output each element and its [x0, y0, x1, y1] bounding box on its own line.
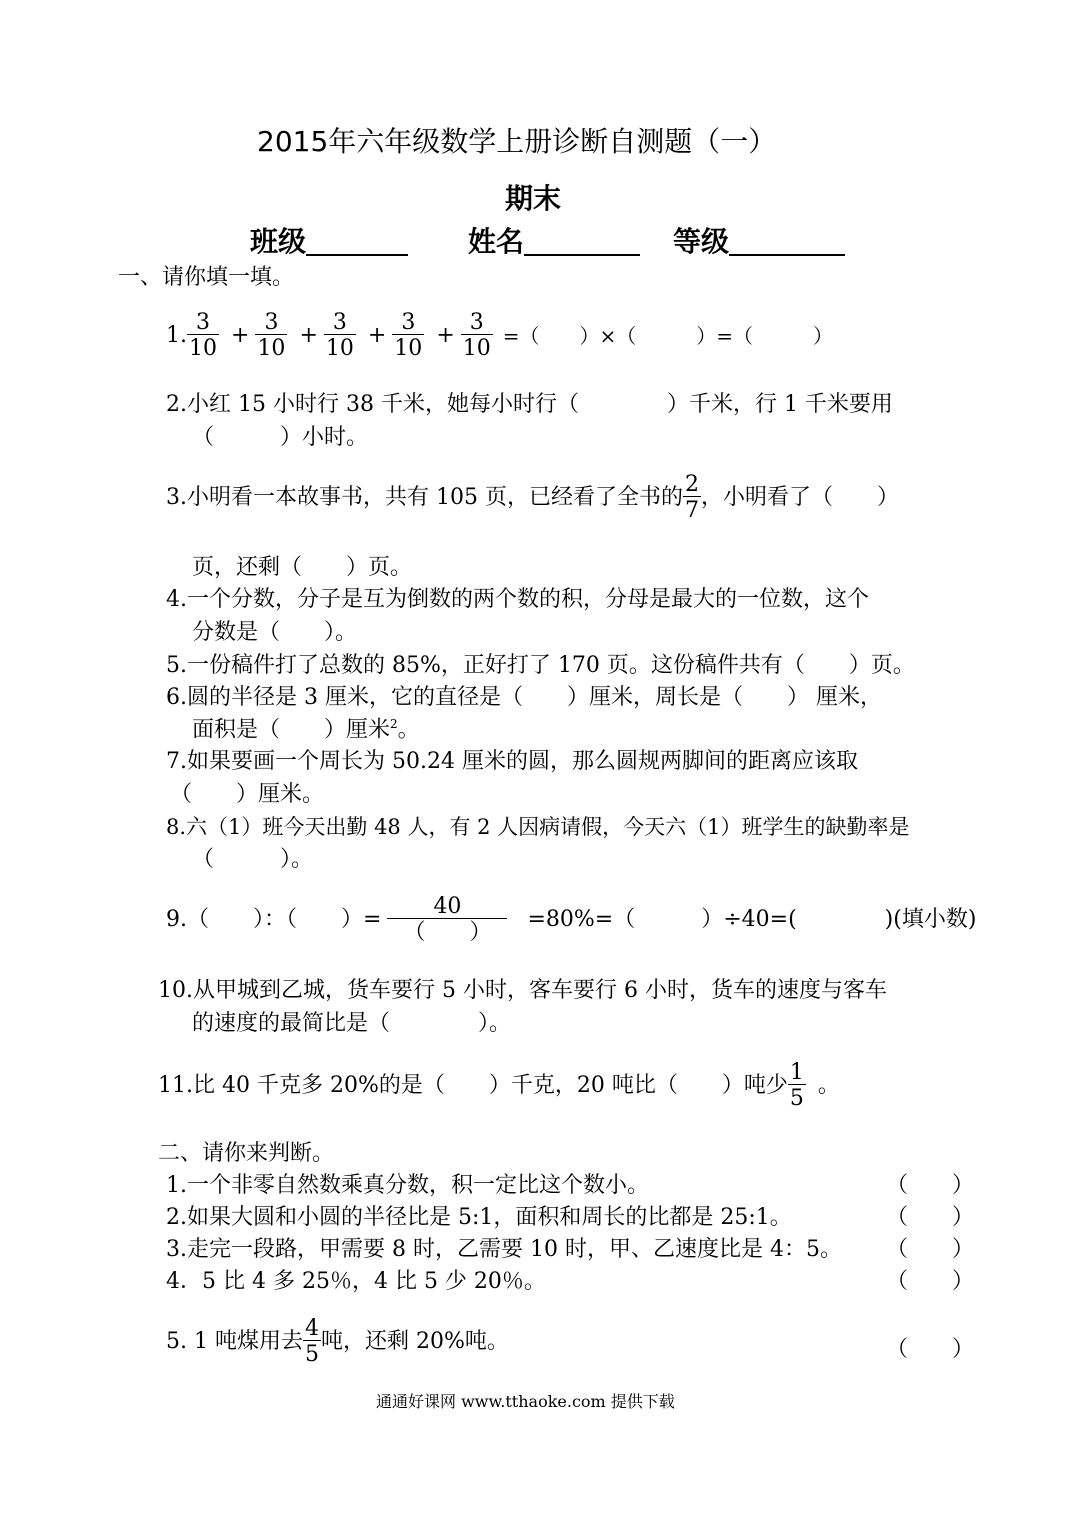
- question-2-line1: 2.小红 15 小时行 38 千米，她每小时行（ ）千米，行 1 千米要用: [166, 392, 893, 417]
- section2-heading: 二、请你来判断。: [158, 1141, 335, 1166]
- page-title: 2015年六年级数学上册诊断自测题（一）: [257, 125, 777, 158]
- judge-answer-4[interactable]: （ ）: [886, 1269, 975, 1294]
- footer-text: 通通好课网 www.tthaoke.com 提供下载: [376, 1392, 675, 1411]
- q1-fraction: $\frac{3}{10}$: [394, 310, 423, 361]
- question-8-line2: （ ）。: [192, 847, 314, 872]
- q1-fraction: $\frac{3}{10}$: [462, 310, 491, 361]
- judge-item-5: 5. 1 吨煤用去 $\frac{4}{5}$ 吨，还剩 20%吨。: [166, 1316, 509, 1367]
- q1-fraction: $\frac{3}{10}$: [325, 310, 354, 361]
- plus-sign: +: [367, 323, 387, 348]
- class-label: 班级: [250, 225, 307, 258]
- q1-fraction: $\frac{3}{10}$: [257, 310, 286, 361]
- question-4-line2: 分数是（ ）。: [192, 620, 358, 645]
- grade-label: 等级: [673, 225, 730, 258]
- judge5-fraction: $\frac{4}{5}$: [304, 1316, 319, 1367]
- plus-sign: +: [231, 323, 250, 348]
- question-1: [166, 312, 833, 360]
- page-subtitle: 期末: [505, 182, 562, 215]
- question-10-line1: 10.从甲城到乙城，货车要行 5 小时，客车要行 6 小时，货车的速度与客车: [158, 978, 887, 1003]
- name-blank[interactable]: [524, 228, 640, 256]
- question-5: 5.一份稿件打了总数的 85%，正好打了 170 页。这份稿件共有（ ）页。: [166, 653, 915, 678]
- judge-item-4: 4．5 比 4 多 25％，4 比 5 少 20％。: [166, 1269, 546, 1294]
- question-6-line1: 6.圆的半径是 3 厘米，它的直径是（ ）厘米，周长是（ ） 厘米，: [166, 685, 882, 710]
- judge-answer-1[interactable]: （ ）: [886, 1173, 975, 1198]
- grade-field: [673, 225, 845, 258]
- superscript-2: 2: [390, 717, 398, 731]
- question-3-line1: 3.小明看一本故事书，共有 105 页，已经看了全书的 $\frac{2}{7}$ ，小明看了（ ）: [166, 472, 899, 523]
- class-blank[interactable]: [306, 228, 408, 256]
- section1-heading: 一、请你填一填。: [118, 265, 295, 290]
- judge-item-2: 2.如果大圆和小圆的半径比是 5:1，面积和周长的比都是 25:1。: [166, 1205, 792, 1230]
- q3-fraction: $\frac{2}{7}$: [684, 472, 699, 523]
- name-label: 姓名: [468, 225, 525, 258]
- q1-answer-blanks[interactable]: =（ ）×（ ）=（ ）: [502, 324, 834, 348]
- question-9: 9.（ ）：（ ）= $\frac{40}{( )}$ =80%=（ ）÷40=( )(填小数): [166, 894, 977, 945]
- name-field: [468, 225, 640, 258]
- judge-item-3: 3.走完一段路，甲需要 8 时，乙需要 10 时，甲、乙速度比是 4：5。: [166, 1237, 842, 1262]
- question-10-line2: 的速度的最简比是（ ）。: [192, 1011, 512, 1036]
- judge-answer-3[interactable]: （ ）: [886, 1237, 975, 1262]
- question-7-line2: （ ）厘米。: [170, 782, 325, 807]
- question-3-line2: 页，还剩（ ）页。: [192, 555, 413, 580]
- question-11: 11.比 40 千克多 20%的是（ ）千克，20 吨比（ ）吨少 $\frac{1}{5}$ 。: [158, 1060, 840, 1111]
- judge-answer-5[interactable]: （ ）: [886, 1337, 975, 1362]
- plus-sign: +: [436, 323, 455, 348]
- question-2-line2: （ ）小时。: [192, 425, 369, 450]
- question-4-line1: 4.一个分数，分子是互为倒数的两个数的积，分母是最大的一位数，这个: [166, 587, 869, 612]
- plus-sign: +: [299, 323, 318, 348]
- class-field: [250, 225, 408, 258]
- q11-fraction: $\frac{1}{5}$: [789, 1060, 804, 1111]
- grade-blank[interactable]: [729, 228, 845, 256]
- q9-fraction: $\frac{40}{( )}$: [387, 896, 507, 944]
- q1-fraction: $\frac{3}{10}$: [189, 310, 217, 361]
- q1-number: 1.: [166, 323, 187, 348]
- question-7-line1: 7.如果要画一个周长为 50.24 厘米的圆，那么圆规两脚间的距离应该取: [166, 749, 858, 774]
- judge-answer-2[interactable]: （ ）: [886, 1205, 975, 1230]
- judge-item-1: 1.一个非零自然数乘真分数，积一定比这个数小。: [166, 1173, 649, 1198]
- question-6-line2: 面积是（ ）厘米$^2$。: [192, 717, 420, 743]
- question-8-line1: 8.六（1）班今天出勤 48 人，有 2 人因病请假，今天六（1）班学生的缺勤率是: [166, 815, 910, 839]
